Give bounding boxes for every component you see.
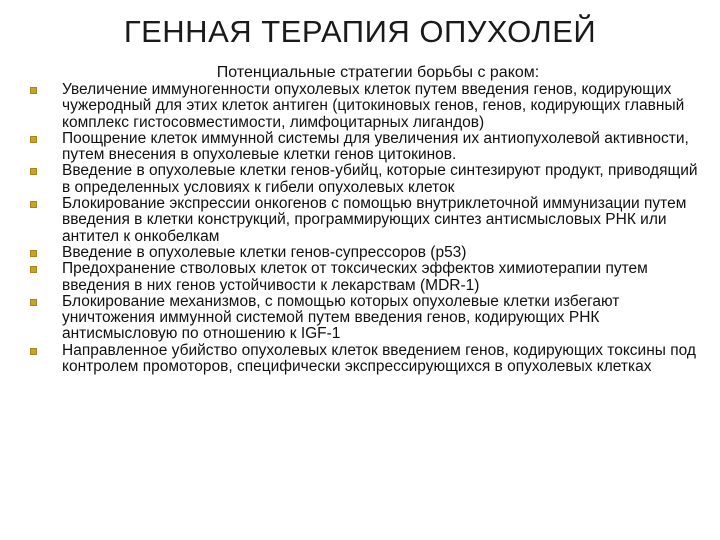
square-bullet-icon bbox=[30, 250, 37, 257]
square-bullet-icon bbox=[30, 299, 37, 306]
bullet-text: Введение в опухолевые клетки генов-супрессоров (р53) bbox=[62, 243, 467, 261]
bullet-text: Направленное убийство опухолевых клеток введением генов, кодирующих токсины под контролем промоторов, специфически экспрессирующихся в опухолевых клетках bbox=[62, 341, 696, 376]
bullet-item bbox=[28, 131, 700, 164]
bullet-text: Поощрение клеток иммунной системы для увеличения их антиопухолевой активности, путем внесения в опухолевые клетки генов цитокинов. bbox=[62, 129, 689, 164]
slide-content bbox=[28, 64, 700, 375]
bullet-text: Блокирование механизмов, с помощью которых опухолевые клетки избегают уничтожения иммунной системой путем введения генов, кодирующих РНК антисмысловую по отношению к IGF-1 bbox=[62, 292, 620, 343]
square-bullet-icon bbox=[30, 87, 37, 94]
bullet-text: Увеличение иммуногенности опухолевых клеток путем введения генов, кодирующих чужеродный для этих клеток антиген (цитокиновых генов, генов, кодирующих главный комплекс гистосовместимости, лимфоцитарных лигандов) bbox=[62, 81, 685, 131]
subtitle: Потенциальные стратегии борьбы с раком: bbox=[216, 64, 540, 81]
bullet-item bbox=[28, 294, 700, 343]
bullet-item bbox=[28, 245, 700, 261]
square-bullet-icon bbox=[30, 168, 37, 175]
bullet-item bbox=[28, 82, 700, 131]
bullet-text: Предохранение стволовых клеток от токсических эффектов химиотерапии путем введения в них генов устойчивости к лекарствам (MDR-1) bbox=[62, 260, 648, 294]
square-bullet-icon bbox=[30, 201, 37, 208]
square-bullet-icon bbox=[30, 348, 37, 355]
bullet-item bbox=[28, 196, 700, 245]
square-bullet-icon bbox=[30, 266, 37, 273]
slide-title: ГЕННАЯ ТЕРАПИЯ ОПУХОЛЕЙ bbox=[123, 14, 597, 49]
bullet-item bbox=[28, 343, 700, 376]
bullet-text: Введение в опухолевые клетки генов-убийц, которые синтезируют продукт, приводящий в определенных условиях к гибели опухолевых клеток bbox=[62, 162, 698, 196]
bullet-item bbox=[28, 163, 700, 196]
bullet-text: Блокирование экспрессии онкогенов с помощью внутриклеточной иммунизации путем введения в клетки конструкций, программирующих синтез антисмысловых РНК или антител к онкобелкам bbox=[62, 195, 687, 245]
bullet-item bbox=[28, 261, 700, 294]
square-bullet-icon bbox=[30, 136, 37, 143]
bullet-list bbox=[28, 82, 700, 375]
